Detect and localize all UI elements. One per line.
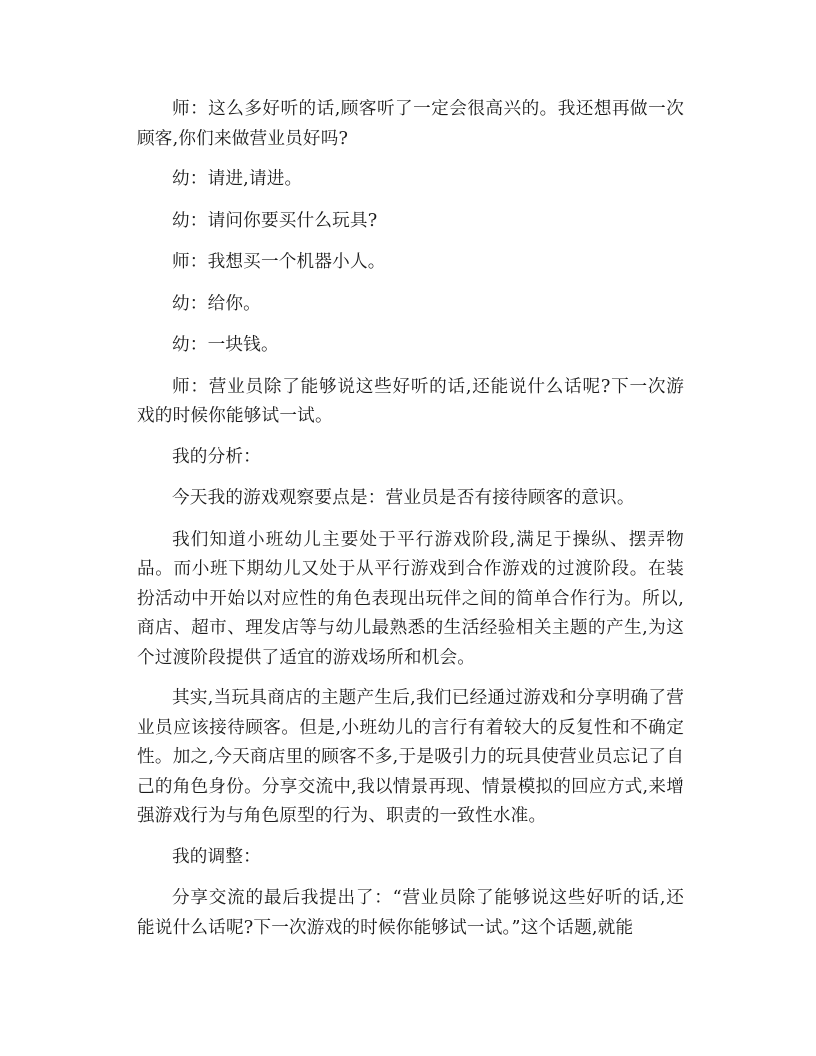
paragraph-analysis-1: 我们知道小班幼儿主要处于平行游戏阶段,满足于操纵、摆弄物品。而小班下期幼儿又处于从平行游戏到合作游戏的过渡阶段。在装扮活动中开始以对应性的角色表现出玩伴之间的简单合作行为。所以,商店、超市、理发店等与幼儿最熟悉的生活经验相关主题的产生,为这个过渡阶段提供了适宜的游戏场所和机会。 bbox=[137, 529, 684, 668]
section-heading-analysis: 我的分析： bbox=[172, 446, 261, 467]
paragraph-child-line-3: 幼：给你。 bbox=[172, 293, 261, 314]
document-body bbox=[137, 95, 684, 954]
paragraph-teacher-line-3: 师：营业员除了能够说这些好听的话,还能说什么话呢?下一次游戏的时候你能够试一试。 bbox=[137, 376, 684, 426]
section-heading-adjustment: 我的调整： bbox=[172, 846, 261, 867]
paragraph-child-line-1: 幼：请进,请进。 bbox=[172, 169, 303, 189]
paragraph-teacher-dialogue-1: 师：这么多好听的话,顾客听了一定会很高兴的。我还想再做一次顾客,你们来做营业员好吗? bbox=[137, 99, 684, 149]
paragraph-observation-point: 今天我的游戏观察要点是：营业员是否有接待顾客的意识。 bbox=[172, 488, 635, 508]
paragraph-adjustment: 分享交流的最后我提出了：“营业员除了能够说这些好听的话,还能说什么话呢?下一次游戏的时候你能够试一试。”这个话题,就能 bbox=[137, 888, 684, 938]
paragraph-teacher-line-2: 师：我想买一个机器小人。 bbox=[172, 252, 386, 272]
paragraph-child-line-2: 幼：请问你要买什么玩具? bbox=[172, 210, 378, 231]
paragraph-analysis-2: 其实,当玩具商店的主题产生后,我们已经通过游戏和分享明确了营业员应该接待顾客。但是,小班幼儿的言行有着较大的反复性和不确定性。加之,今天商店里的顾客不多,于是吸引力的玩具使营业员忘记了自己的角色身份。分享交流中,我以情景再现、情景模拟的回应方式,来增强游戏行为与角色原型的行为、职责的一致性水准。 bbox=[137, 688, 684, 826]
paragraph-child-line-4: 幼：一块钱。 bbox=[172, 335, 279, 355]
